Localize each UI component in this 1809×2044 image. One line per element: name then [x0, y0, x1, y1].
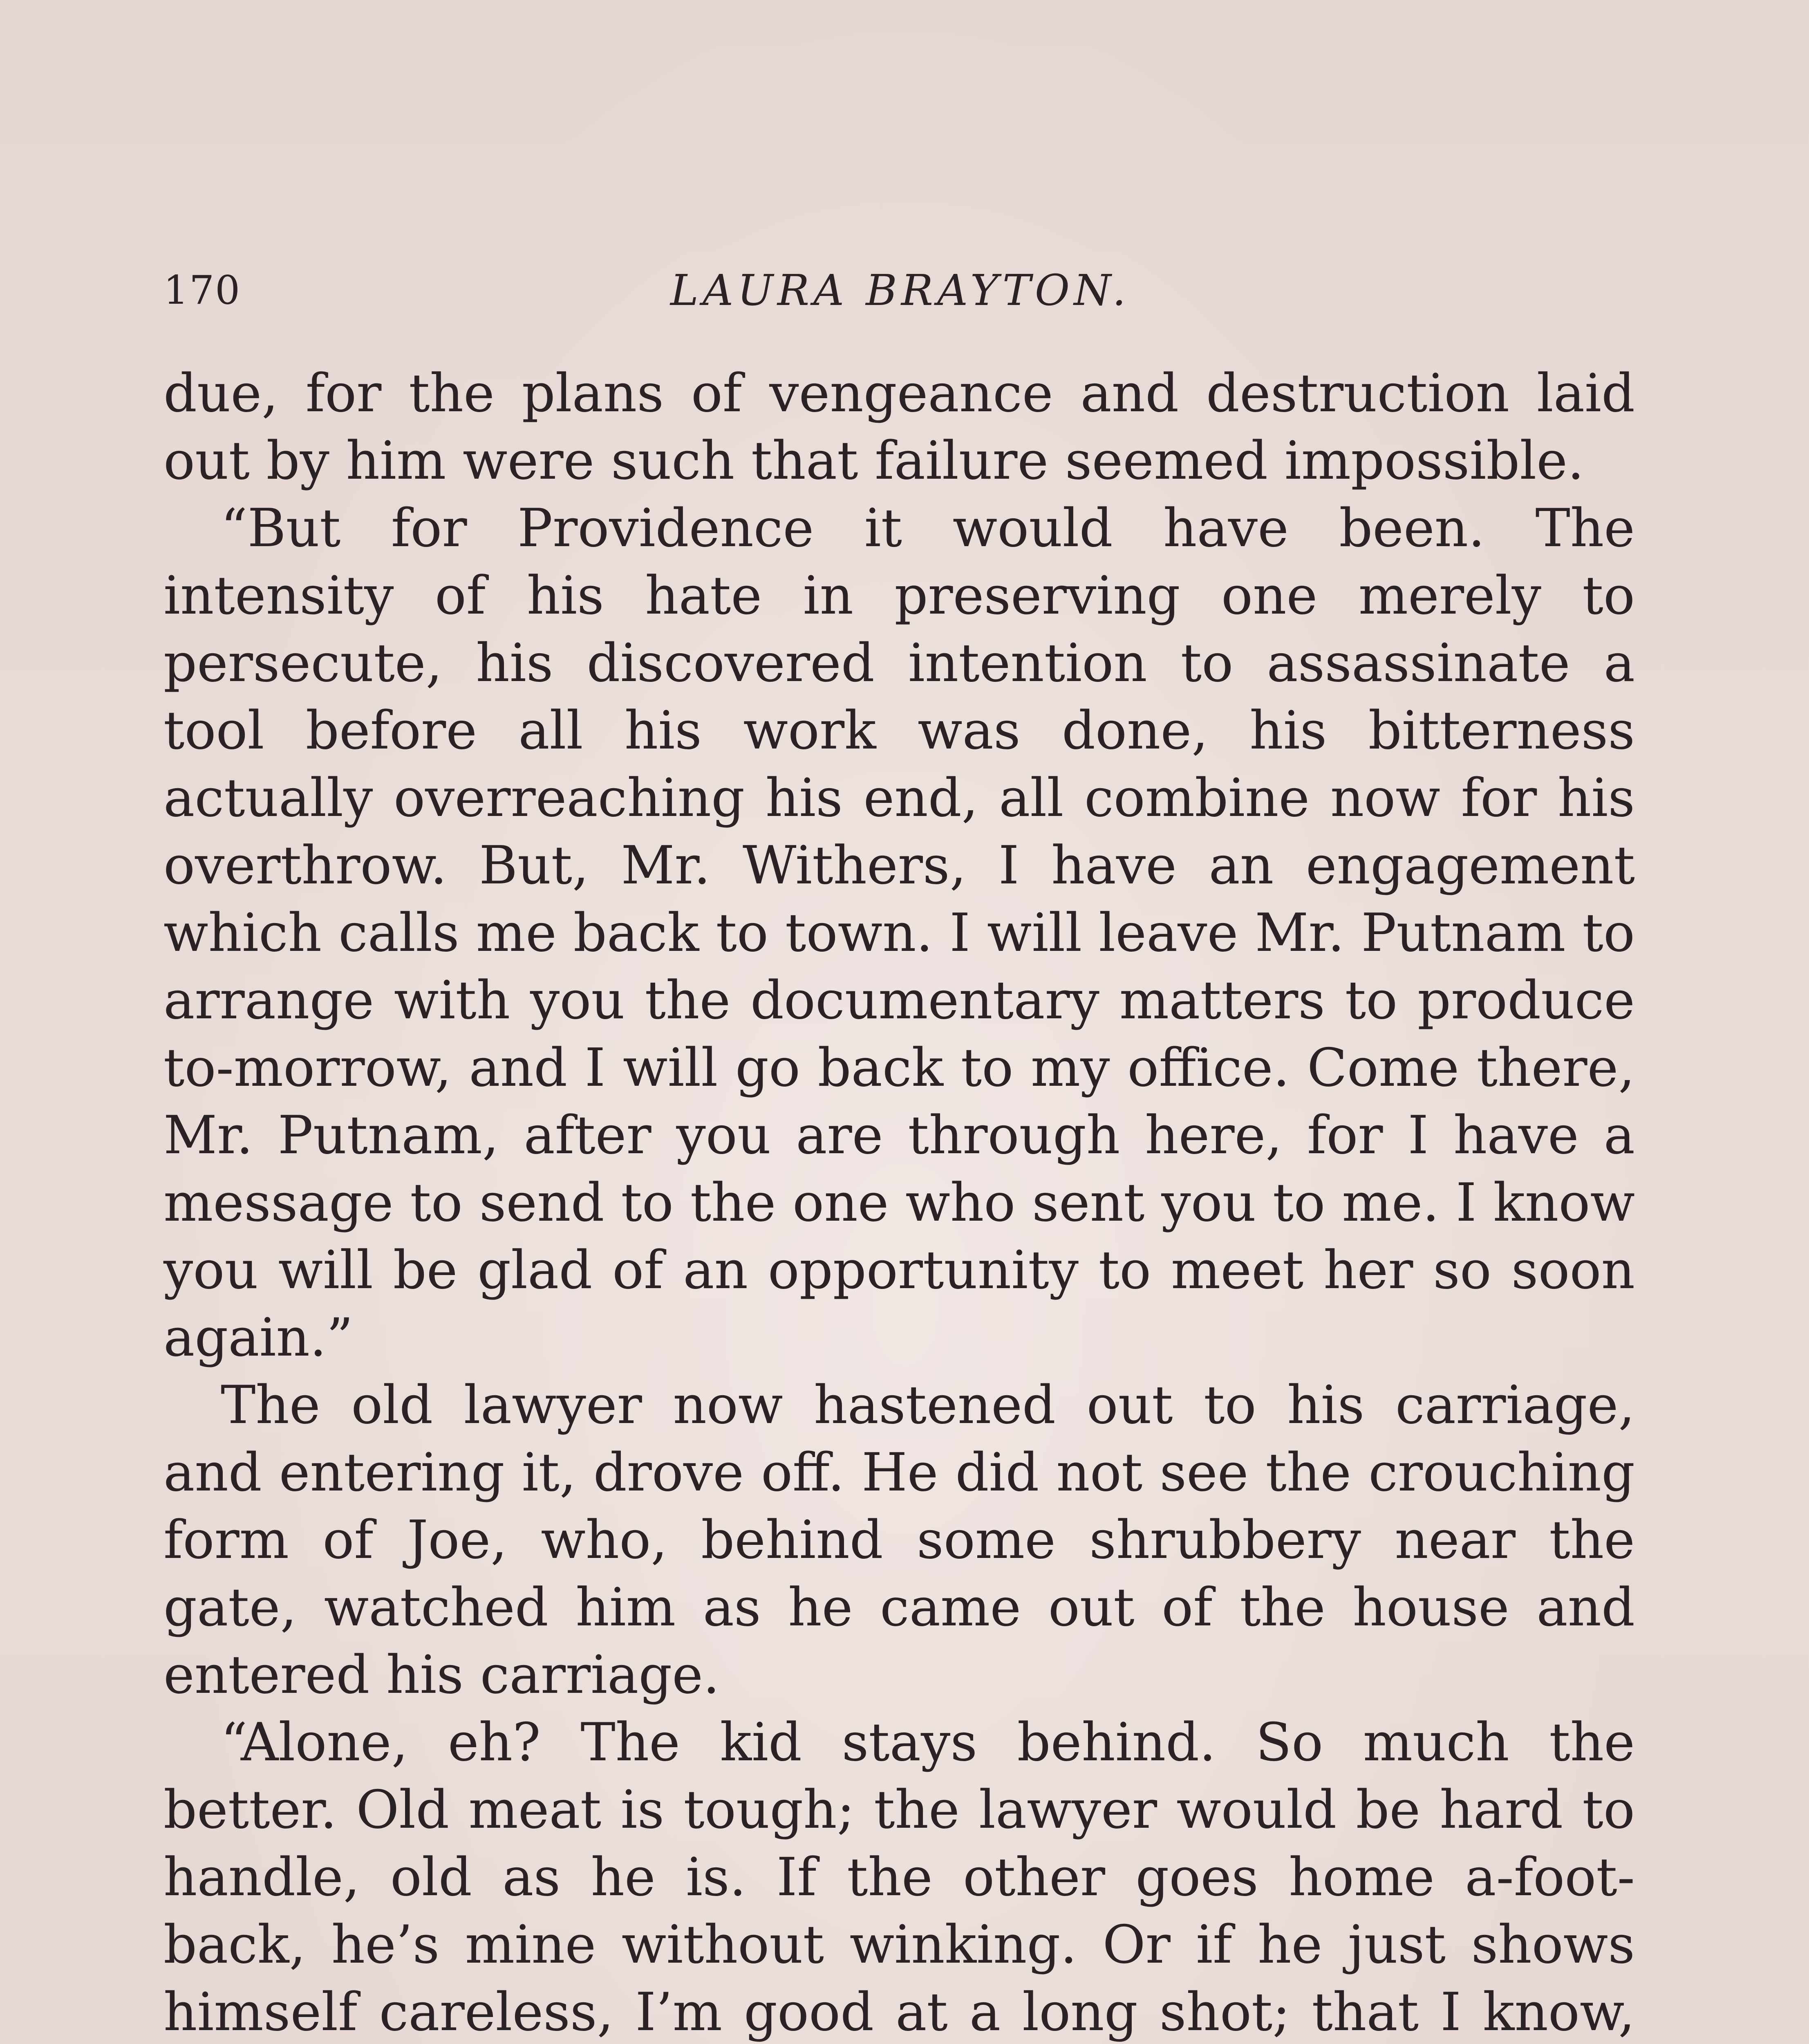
- paragraph-continued: due, for the plans of vengeance and destruction laid out by him were such that failure seemed impossible.: [163, 363, 1635, 491]
- paragraph: “But for Providence it would have been. The intensity of his hate in preserving one merely to persecute, his discovered intention to assassinate a tool before all his work was done, his bitterness actually overreaching his end, all combine now for his overthrow. But, Mr. Withers, I have an engagement which calls me back to town. I will leave Mr. Putnam to arrange with you the documentary matters to produce to-morrow, and I will go back to my office. Come there, Mr. Putnam, after you are through here, for I have a message to send to the one who sent you to me. I know you will be glad of an opportunity to meet her so soon again.”: [163, 498, 1635, 1368]
- paragraph: The old lawyer now hastened out to his carriage, and entering it, drove off. He did not see the crouching form of Joe, who, behind some shrubbery near the gate, watched him as he came out of the house and entered his carriage.: [163, 1375, 1635, 1706]
- body-text: [163, 360, 1635, 2044]
- running-title: LAURA BRAYTON.: [670, 265, 1130, 315]
- page-header: [163, 262, 1643, 319]
- page-number: 170: [163, 267, 241, 313]
- paragraph: “Alone, eh? The kid stays behind. So much the better. Old meat is tough; the lawyer would be hard to handle, old as he is. If the other goes home a-foot-back, he’s mine without winking. Or if he just shows himself careless, I’m good at a long shot; that I know,: [163, 1712, 1635, 2043]
